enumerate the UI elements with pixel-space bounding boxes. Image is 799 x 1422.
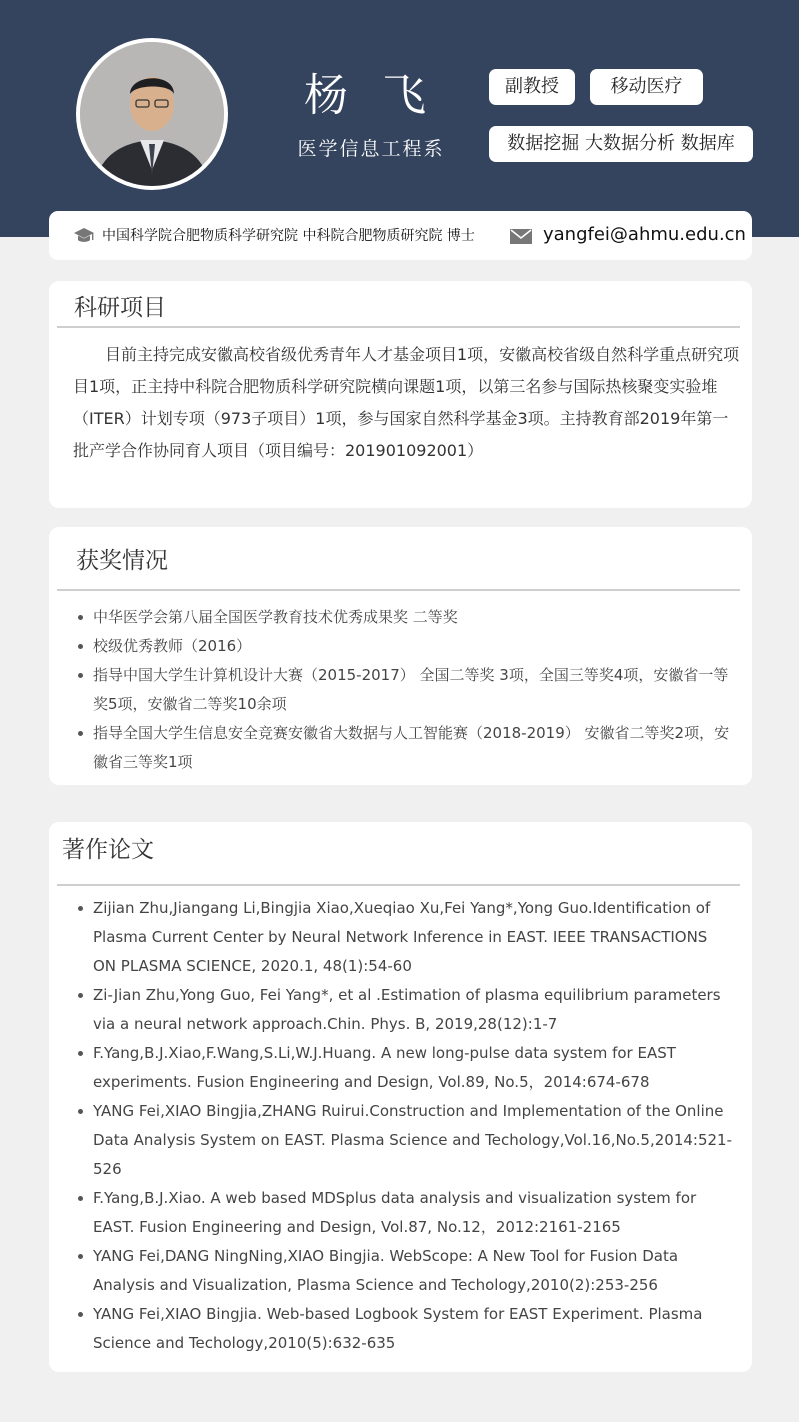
tag-research-topics: 数据挖掘 大数据分析 数据库 (489, 126, 753, 162)
publication-text: F.Yang,B.J.Xiao,F.Wang,S.Li,W.J.Huang. A new long-pulse data system for EAST experiments. Fusion Engineering and Design, Vol.89, No.5，2014:674-678 (93, 1044, 676, 1091)
bullet-icon (78, 731, 83, 736)
list-item (93, 661, 733, 719)
section-divider (57, 326, 740, 328)
avatar (76, 38, 228, 190)
envelope-icon (510, 229, 532, 244)
publication-text: Zi-Jian Zhu,Yong Guo, Fei Yang*, et al .Estimation of plasma equilibrium parameters via a neural network approach.Chin. Phys. B, 2019,28(12):1-7 (93, 986, 721, 1033)
affiliation: 中国科学院合肥物质科学研究院 中科院合肥物质研究院 博士 (102, 228, 475, 244)
publications-card (49, 822, 752, 1372)
publication-text: YANG Fei,DANG NingNing,XIAO Bingjia. WebScope: A New Tool for Fusion Data Analysis and Visualization, Plasma Science and Techology,2010(2):253-256 (93, 1247, 679, 1294)
list-item (93, 632, 733, 661)
graduation-cap-icon (73, 227, 95, 245)
bullet-icon (78, 1254, 83, 1259)
award-text: 校级优秀教师（2016） (93, 637, 252, 655)
bullet-icon (78, 615, 83, 620)
person-name: 杨 飞 (304, 70, 436, 121)
tag-research-area: 移动医疗 (590, 69, 703, 105)
section-divider (57, 884, 740, 886)
awards-card (49, 527, 752, 785)
section-title-projects: 科研项目 (74, 295, 166, 321)
publication-text: Zijian Zhu,Jiangang Li,Bingjia Xiao,Xueqiao Xu,Fei Yang*,Yong Guo.Identification of Plasma Current Center by Neural Network Inference in EAST. IEEE TRANSACTIONS ON PLASMA SCIENCE, 2020.1, 48(1):54-60 (93, 899, 711, 975)
research-projects-card (49, 281, 752, 508)
bullet-icon (78, 906, 83, 911)
list-item (93, 1242, 733, 1300)
award-text: 中华医学会第八届全国医学教育技术优秀成果奖 二等奖 (93, 608, 458, 626)
bullet-icon (78, 1196, 83, 1201)
bullet-icon (78, 1109, 83, 1114)
list-item (93, 894, 733, 981)
section-divider (57, 589, 740, 591)
department: 医学信息工程系 (297, 138, 445, 160)
projects-text: 目前主持完成安徽高校省级优秀青年人才基金项目1项，安徽高校省级自然科学重点研究项目1项，正主持中科院合肥物质科学研究院横向课题1项，以第三名参与国际热核聚变实验堆（ITER）计划专项（973子项目）1项，参与国家自然科学基金3项。主持教育部2019年第一批产学合作协同育人项目（项目编号：201901092001） (73, 345, 740, 460)
tag-title: 副教授 (489, 69, 575, 105)
info-card (49, 211, 752, 260)
publication-text: F.Yang,B.J.Xiao. A web based MDSplus data analysis and visualization system for EAST. Fusion Engineering and Design, Vol.87, No.12，2012:2161-2165 (93, 1189, 697, 1236)
publication-text: YANG Fei,XIAO Bingjia. Web-based Logbook System for EAST Experiment. Plasma Science and Techology,2010(5):632-635 (93, 1305, 703, 1352)
email-address[interactable]: yangfei@ahmu.edu.cn (543, 224, 746, 245)
publications-list (93, 894, 733, 1358)
portrait-photo (80, 42, 224, 186)
bullet-icon (78, 644, 83, 649)
awards-list (93, 603, 733, 777)
bullet-icon (78, 993, 83, 998)
bullet-icon (78, 673, 83, 678)
bullet-icon (78, 1051, 83, 1056)
publication-text: YANG Fei,XIAO Bingjia,ZHANG Ruirui.Construction and Implementation of the Online Data Analysis System on EAST. Plasma Science and Techology,Vol.16,No.5,2014:521-526 (93, 1102, 733, 1178)
award-text: 指导全国大学生信息安全竞赛安徽省大数据与人工智能赛（2018-2019） 安徽省二等奖2项，安徽省三等奖1项 (93, 724, 730, 771)
section-title-publications: 著作论文 (62, 837, 154, 863)
list-item (93, 1300, 733, 1358)
list-item (93, 981, 733, 1039)
list-item (93, 603, 733, 632)
list-item (93, 719, 733, 777)
bullet-icon (78, 1312, 83, 1317)
list-item (93, 1097, 733, 1184)
list-item (93, 1184, 733, 1242)
list-item (93, 1039, 733, 1097)
award-text: 指导中国大学生计算机设计大赛（2015-2017） 全国二等奖 3项，全国三等奖4项，安徽省一等奖5项，安徽省二等奖10余项 (93, 666, 729, 713)
section-title-awards: 获奖情况 (76, 548, 168, 574)
